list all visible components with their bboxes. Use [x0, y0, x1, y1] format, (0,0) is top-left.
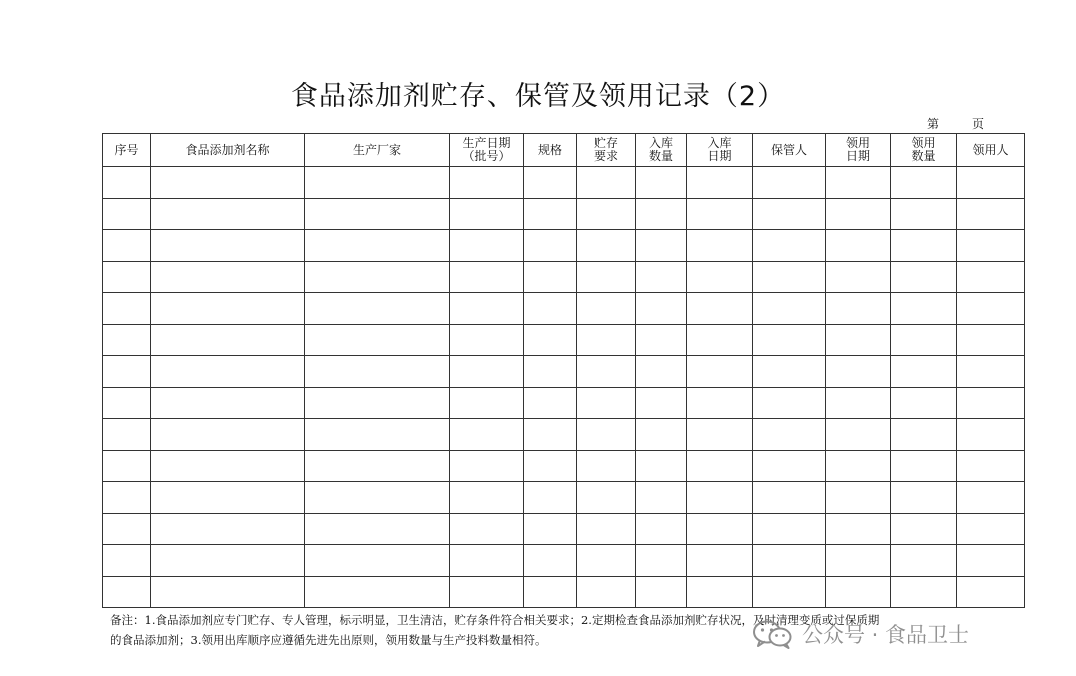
- header-manufacturer: 生产厂家: [305, 134, 450, 167]
- table-cell: [753, 261, 826, 293]
- table-cell: [305, 261, 450, 293]
- table-cell: [687, 356, 753, 388]
- header-issue-date: 领用 日期: [826, 134, 891, 167]
- table-cell: [826, 576, 891, 608]
- table-cell: [577, 198, 636, 230]
- table-cell: [636, 261, 687, 293]
- table-row: [103, 198, 1025, 230]
- table-cell: [305, 513, 450, 545]
- table-cell: [151, 387, 305, 419]
- table-cell: [826, 387, 891, 419]
- table-cell: [577, 387, 636, 419]
- table-cell: [687, 324, 753, 356]
- table-cell: [753, 356, 826, 388]
- watermark: [752, 619, 969, 649]
- header-storage-requirements: 贮存 要求: [577, 134, 636, 167]
- table-cell: [524, 545, 577, 577]
- table-cell: [687, 198, 753, 230]
- table-row: [103, 450, 1025, 482]
- table-cell: [577, 261, 636, 293]
- table-cell: [450, 419, 524, 451]
- table-cell: [636, 324, 687, 356]
- table-cell: [577, 545, 636, 577]
- table-cell: [753, 450, 826, 482]
- table-cell: [305, 167, 450, 199]
- table-cell: [577, 356, 636, 388]
- table-cell: [826, 198, 891, 230]
- table-cell: [305, 419, 450, 451]
- table-cell: [524, 576, 577, 608]
- table-cell: [687, 261, 753, 293]
- table-cell: [826, 293, 891, 325]
- table-cell: [577, 230, 636, 262]
- table-cell: [826, 419, 891, 451]
- table-row: [103, 261, 1025, 293]
- table-cell: [103, 261, 151, 293]
- table-cell: [636, 576, 687, 608]
- table-cell: [103, 450, 151, 482]
- header-inbound-quantity: 入库 数量: [636, 134, 687, 167]
- table-cell: [103, 293, 151, 325]
- table-cell: [577, 293, 636, 325]
- page-number-label-prefix: 第: [927, 117, 940, 131]
- watermark-text: 公众号 · 食品卫士: [802, 623, 970, 647]
- table-cell: [151, 230, 305, 262]
- table-body: [103, 167, 1025, 608]
- table-cell: [891, 261, 957, 293]
- table-cell: [577, 324, 636, 356]
- table-cell: [450, 167, 524, 199]
- table-cell: [826, 450, 891, 482]
- table-cell: [753, 513, 826, 545]
- table-cell: [151, 198, 305, 230]
- table-cell: [450, 450, 524, 482]
- table-cell: [753, 387, 826, 419]
- table-cell: [524, 167, 577, 199]
- header-issue-quantity: 领用 数量: [891, 134, 957, 167]
- table-cell: [687, 482, 753, 514]
- table-cell: [103, 356, 151, 388]
- table-cell: [957, 482, 1025, 514]
- table-cell: [753, 198, 826, 230]
- table-cell: [151, 167, 305, 199]
- table-cell: [524, 482, 577, 514]
- table-cell: [103, 230, 151, 262]
- table-cell: [524, 513, 577, 545]
- table-cell: [524, 198, 577, 230]
- table-cell: [103, 167, 151, 199]
- table-cell: [687, 513, 753, 545]
- table-cell: [450, 387, 524, 419]
- table-cell: [687, 387, 753, 419]
- table-cell: [636, 513, 687, 545]
- table-row: [103, 293, 1025, 325]
- table-cell: [151, 261, 305, 293]
- table-cell: [450, 198, 524, 230]
- table-cell: [891, 419, 957, 451]
- table-cell: [753, 230, 826, 262]
- table-cell: [636, 293, 687, 325]
- table-cell: [577, 576, 636, 608]
- table-cell: [524, 450, 577, 482]
- table-cell: [636, 230, 687, 262]
- table-cell: [957, 198, 1025, 230]
- table-cell: [103, 324, 151, 356]
- table-cell: [305, 450, 450, 482]
- table-cell: [891, 356, 957, 388]
- table-cell: [577, 450, 636, 482]
- remarks-line-1: 备注：1.食品添加剂应专门贮存、专人管理，标示明显，卫生清洁，贮存条件符合相关要求；2.定期检查食品添加剂贮存状况，及时清理变质或过保质期: [110, 613, 880, 627]
- table-cell: [524, 324, 577, 356]
- table-cell: [103, 513, 151, 545]
- table-cell: [577, 167, 636, 199]
- table-cell: [687, 230, 753, 262]
- table-cell: [957, 545, 1025, 577]
- table-cell: [151, 324, 305, 356]
- table-cell: [636, 356, 687, 388]
- table-cell: [753, 482, 826, 514]
- table-cell: [450, 545, 524, 577]
- table-cell: [957, 513, 1025, 545]
- table-cell: [826, 356, 891, 388]
- table-cell: [450, 324, 524, 356]
- table-cell: [151, 293, 305, 325]
- table-cell: [891, 167, 957, 199]
- table-cell: [151, 513, 305, 545]
- table-cell: [891, 293, 957, 325]
- table-cell: [524, 356, 577, 388]
- table-cell: [103, 387, 151, 419]
- table-cell: [636, 387, 687, 419]
- table-row: [103, 356, 1025, 388]
- table-cell: [103, 198, 151, 230]
- table-cell: [103, 545, 151, 577]
- page-number-label-suffix: 页: [972, 117, 985, 131]
- table-cell: [305, 198, 450, 230]
- header-production-date-batch: 生产日期 （批号）: [450, 134, 524, 167]
- table-cell: [891, 513, 957, 545]
- table-cell: [577, 513, 636, 545]
- table-row: [103, 167, 1025, 199]
- table-cell: [826, 230, 891, 262]
- table-cell: [524, 419, 577, 451]
- table-cell: [103, 576, 151, 608]
- table-header-row: [103, 134, 1025, 167]
- table-cell: [753, 545, 826, 577]
- table-cell: [957, 419, 1025, 451]
- table-cell: [305, 482, 450, 514]
- table-cell: [636, 450, 687, 482]
- table-cell: [687, 419, 753, 451]
- table-cell: [305, 545, 450, 577]
- remarks-line-2: 的食品添加剂；3.领用出库顺序应遵循先进先出原则，领用数量与生产投料数量相符。: [110, 633, 547, 647]
- table-cell: [524, 387, 577, 419]
- table-cell: [151, 419, 305, 451]
- table-row: [103, 387, 1025, 419]
- table-cell: [753, 293, 826, 325]
- table-cell: [957, 167, 1025, 199]
- table-row: [103, 324, 1025, 356]
- table-row: [103, 576, 1025, 608]
- table-cell: [957, 230, 1025, 262]
- table-cell: [636, 482, 687, 514]
- table-cell: [305, 230, 450, 262]
- table-cell: [687, 293, 753, 325]
- table-cell: [524, 230, 577, 262]
- wechat-icon: [752, 619, 794, 649]
- table-cell: [305, 324, 450, 356]
- table-cell: [826, 545, 891, 577]
- header-additive-name: 食品添加剂名称: [151, 134, 305, 167]
- table-cell: [450, 356, 524, 388]
- table-cell: [151, 545, 305, 577]
- table-cell: [753, 324, 826, 356]
- table-cell: [957, 324, 1025, 356]
- header-inbound-date: 入库 日期: [687, 134, 753, 167]
- table-cell: [103, 419, 151, 451]
- table-cell: [450, 576, 524, 608]
- table-cell: [151, 356, 305, 388]
- table-cell: [891, 576, 957, 608]
- table-cell: [687, 545, 753, 577]
- table-cell: [524, 293, 577, 325]
- table-cell: [305, 356, 450, 388]
- table-cell: [103, 482, 151, 514]
- table-cell: [891, 198, 957, 230]
- table-cell: [957, 261, 1025, 293]
- table-cell: [577, 482, 636, 514]
- table-cell: [305, 387, 450, 419]
- header-serial-number: 序号: [103, 134, 151, 167]
- table-cell: [151, 482, 305, 514]
- table-cell: [753, 167, 826, 199]
- table-row: [103, 419, 1025, 451]
- table-cell: [891, 230, 957, 262]
- table-cell: [826, 513, 891, 545]
- table-cell: [957, 356, 1025, 388]
- table-cell: [636, 419, 687, 451]
- table-cell: [753, 576, 826, 608]
- table-cell: [891, 387, 957, 419]
- table-cell: [826, 167, 891, 199]
- table-cell: [151, 576, 305, 608]
- table-cell: [687, 450, 753, 482]
- header-recipient: 领用人: [957, 134, 1025, 167]
- table-cell: [687, 576, 753, 608]
- table-cell: [450, 513, 524, 545]
- table-cell: [636, 198, 687, 230]
- table-cell: [450, 230, 524, 262]
- header-specification: 规格: [524, 134, 577, 167]
- table-cell: [957, 576, 1025, 608]
- table-cell: [636, 545, 687, 577]
- table-cell: [957, 450, 1025, 482]
- table-cell: [753, 419, 826, 451]
- table-cell: [891, 545, 957, 577]
- table-cell: [687, 167, 753, 199]
- table-cell: [151, 450, 305, 482]
- table-cell: [305, 293, 450, 325]
- record-table: [102, 133, 1025, 608]
- table-cell: [524, 261, 577, 293]
- table-row: [103, 230, 1025, 262]
- header-custodian: 保管人: [753, 134, 826, 167]
- table-cell: [891, 482, 957, 514]
- table-cell: [305, 576, 450, 608]
- table-row: [103, 482, 1025, 514]
- table-cell: [826, 324, 891, 356]
- document-title: 食品添加剂贮存、保管及领用记录（2）: [290, 81, 786, 112]
- table-row: [103, 513, 1025, 545]
- table-cell: [957, 293, 1025, 325]
- table-cell: [826, 261, 891, 293]
- table-cell: [450, 261, 524, 293]
- table-cell: [891, 324, 957, 356]
- table-cell: [957, 387, 1025, 419]
- table-cell: [577, 419, 636, 451]
- table-row: [103, 545, 1025, 577]
- table-cell: [891, 450, 957, 482]
- table-cell: [636, 167, 687, 199]
- table-cell: [450, 482, 524, 514]
- table-cell: [450, 293, 524, 325]
- table-cell: [826, 482, 891, 514]
